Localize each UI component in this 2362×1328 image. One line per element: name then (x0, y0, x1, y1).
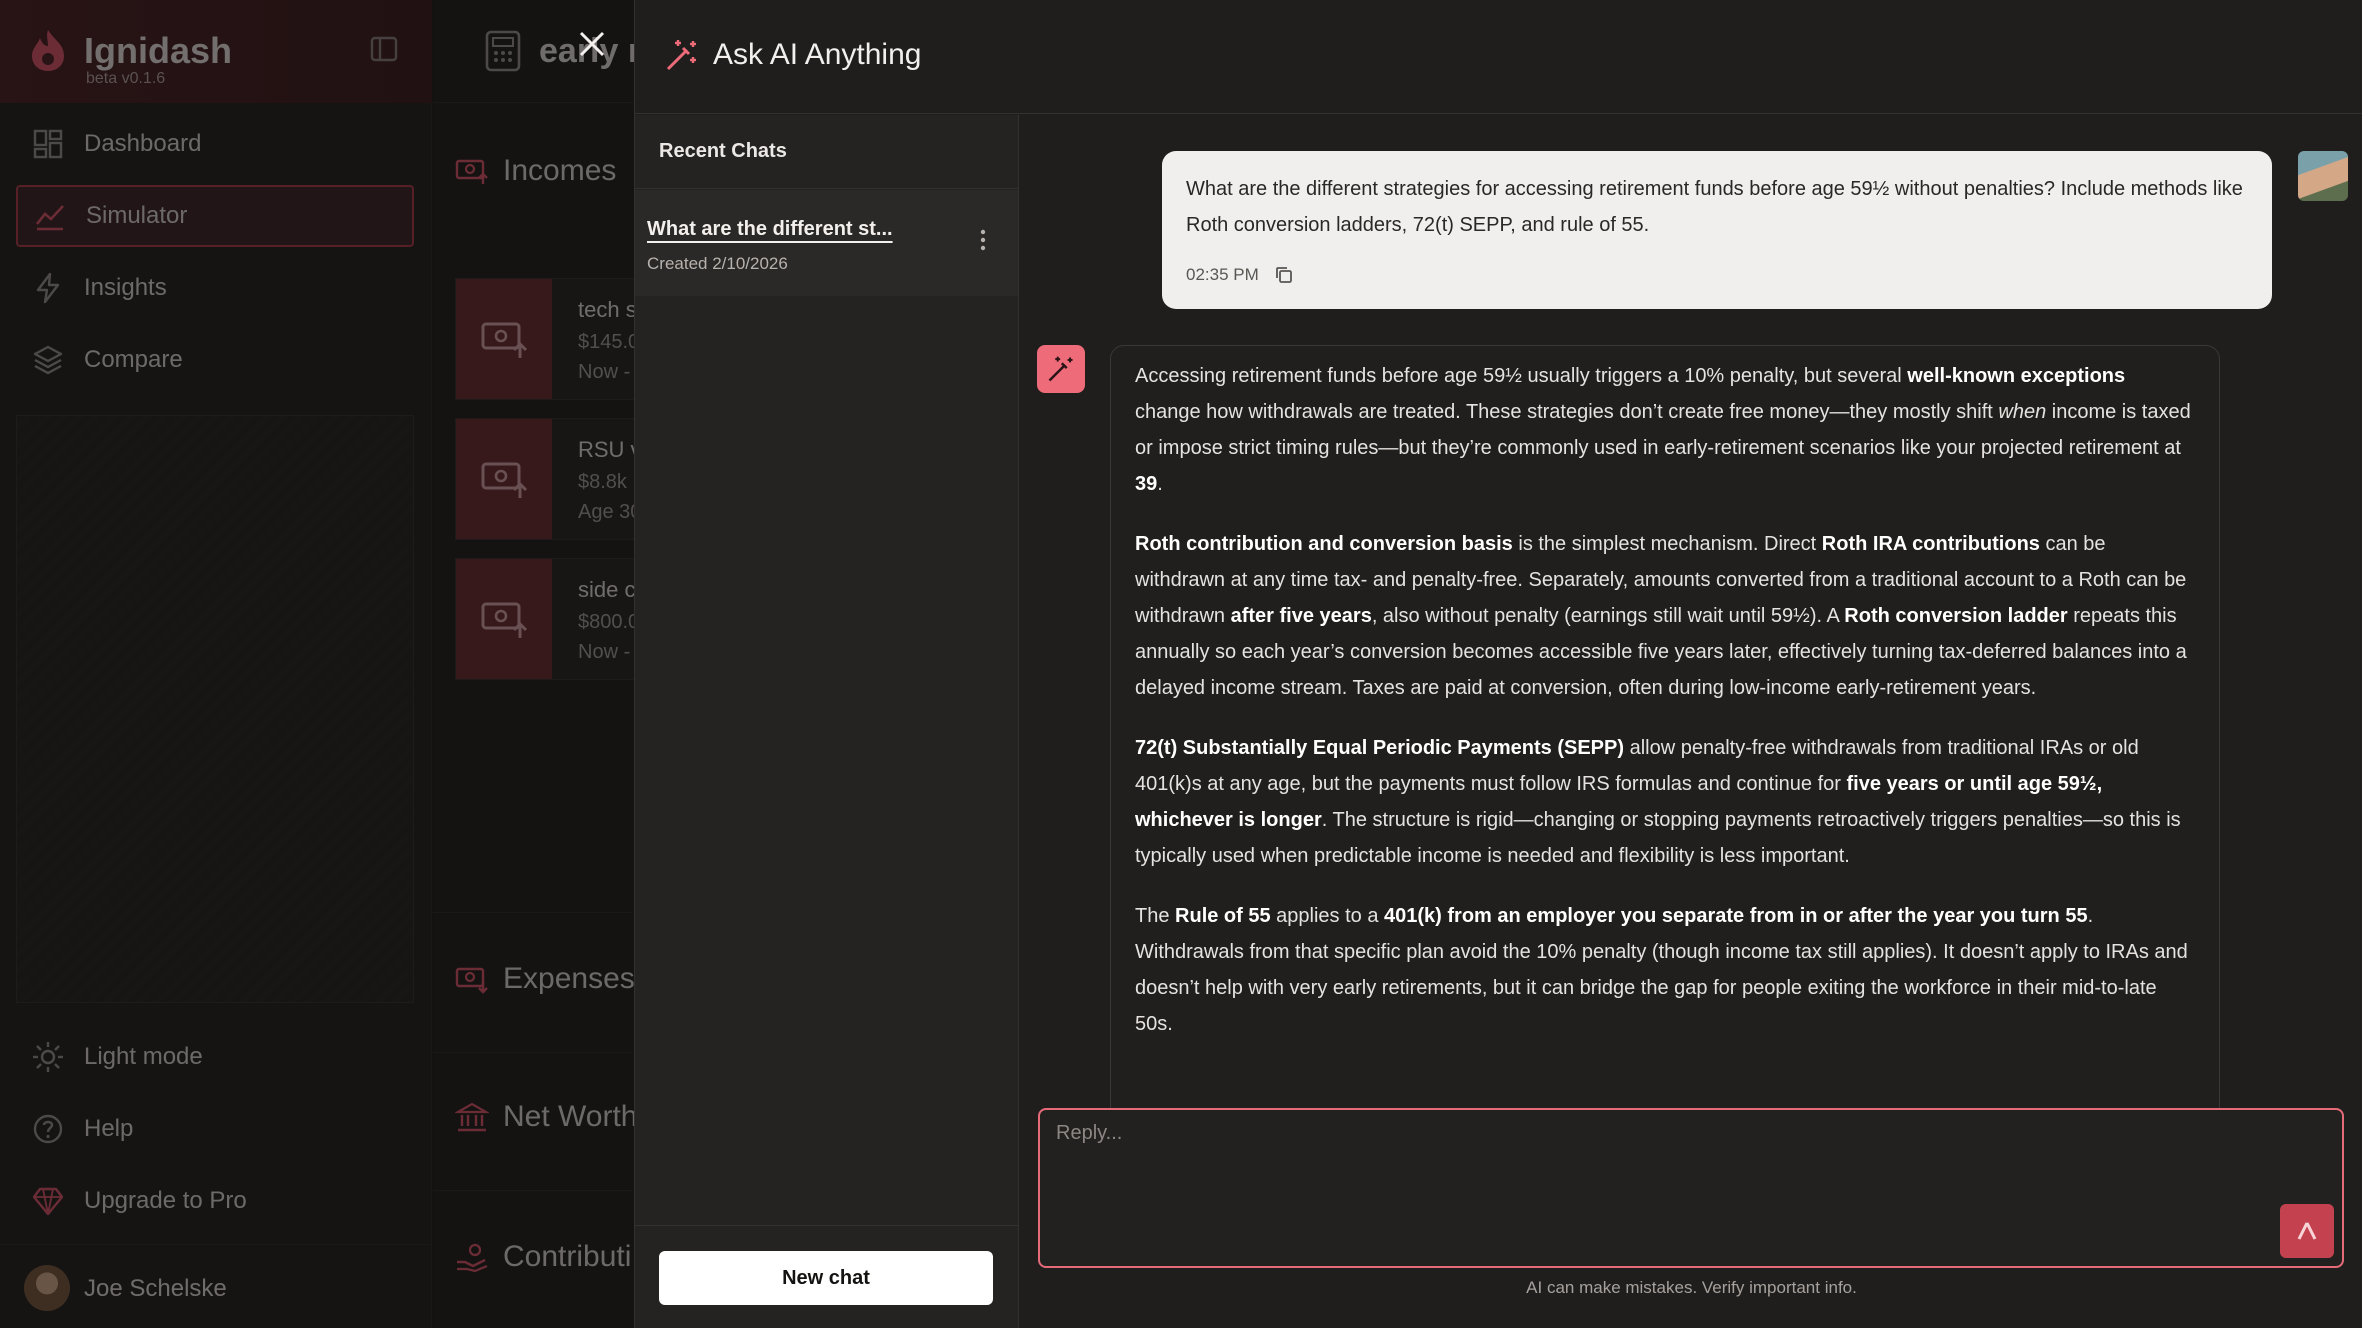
text-run: . Withdrawals from that specific plan avoid the 10% penalty (though income tax still applies). It doesn’t apply to IRAs and doesn’t help with very early retirements, but it can bridge the gap for people exiting the workforce in their mid-to-late 50s. (1135, 905, 2188, 1035)
bold-text: five years or until age 59½, whichever is longer (1135, 773, 2103, 831)
text-run: , also without penalty (earnings still wait until 59½). A (1371, 605, 1845, 627)
bold-text: 39 (1135, 473, 1158, 495)
chat-list-item[interactable] (635, 190, 1018, 296)
text-run: repeats this annually so each year’s conversion becomes accessible five years later, effectively turning tax-deferred balances into a delayed income stream. Taxes are paid at conversion, often during low-income early-retirement years. (1135, 605, 2187, 699)
bold-text: 72(t) Substantially Equal Periodic Payments (SEPP) (1135, 737, 1625, 759)
text-run: . (1157, 473, 1163, 495)
text-run: The (1135, 905, 1176, 927)
new-chat-button[interactable]: New chat (659, 1251, 993, 1305)
arrow-up-icon (2296, 1220, 2318, 1242)
magic-wand-icon (665, 38, 699, 72)
user-message-text: What are the different strategies for accessing retirement funds before age 59½ without penalties? Include methods like Roth conversion ladders, 72(t) SEPP, and rule of 55. (1186, 178, 2243, 236)
ask-ai-dialog (634, 0, 2362, 1328)
message-time: 02:35 PM (1186, 265, 1259, 284)
bold-text: after five years (1230, 605, 1372, 627)
recent-chats-panel (635, 115, 1019, 1328)
dialog-title: Ask AI Anything (713, 38, 922, 71)
user-message-bubble (1162, 151, 2272, 309)
bold-text: Roth conversion ladder (1844, 605, 2068, 627)
ai-message-bubble (1110, 345, 2220, 1125)
ai-avatar (1037, 345, 1085, 393)
user-avatar (2298, 151, 2348, 201)
bold-text: Roth IRA contributions (1821, 533, 2040, 555)
close-icon (577, 29, 607, 59)
ai-paragraph (1135, 730, 2195, 874)
bold-text: well-known exceptions (1907, 365, 2126, 387)
divider (635, 1225, 1018, 1226)
recent-chats-heading: Recent Chats (635, 115, 1018, 189)
italic-text: when (1998, 401, 2047, 423)
text-run: . The structure is rigid—changing or stopping payments retroactively triggers penalties—so this is typically used when predictable income is needed and flexibility is less important. (1135, 809, 2181, 867)
conversation-area (1020, 115, 2362, 1328)
reply-box (1038, 1108, 2344, 1268)
ai-disclaimer: AI can make mistakes. Verify important info. (1526, 1278, 1857, 1297)
text-run: applies to a (1270, 905, 1385, 927)
copy-icon[interactable] (1274, 265, 1294, 285)
ai-paragraph (1135, 526, 2195, 706)
bold-text: Rule of 55 (1175, 905, 1271, 927)
bold-text: 401(k) from an employer you separate from in or after the year you turn 55 (1384, 905, 2088, 927)
send-button[interactable] (2280, 1204, 2334, 1258)
reply-input[interactable] (1054, 1120, 2254, 1250)
ai-paragraph (1135, 898, 2195, 1042)
text-run: allow penalty-free withdrawals from traditional IRAs or old 401(k)s at any age, but the payments must follow IRS formulas and continue for (1135, 737, 2139, 795)
text-run: is the simplest mechanism. Direct (1512, 533, 1822, 555)
text-run: change how withdrawals are treated. These strategies don’t create free money—they mostly shift (1135, 401, 1999, 423)
text-run: Accessing retirement funds before age 59½ usually triggers a 10% penalty, but several (1135, 365, 1908, 387)
close-dialog-button[interactable] (572, 24, 612, 64)
bold-text: Roth contribution and conversion basis (1135, 533, 1513, 555)
magic-wand-icon (1047, 355, 1075, 383)
text-run: income is taxed or impose strict timing rules—but they’re commonly used in early-retirement scenarios like your projected retirement at (1135, 401, 2191, 459)
chat-created-date: Created 2/10/2026 (647, 254, 788, 273)
text-run: can be withdrawn at any time tax- and penalty-free. Separately, amounts converted from a traditional account to a Roth can be withdrawn (1135, 533, 2187, 627)
more-options-icon[interactable] (973, 226, 993, 254)
dialog-header (635, 0, 2362, 114)
chat-title[interactable]: What are the different st... (647, 218, 893, 240)
ai-paragraph (1135, 358, 2195, 502)
